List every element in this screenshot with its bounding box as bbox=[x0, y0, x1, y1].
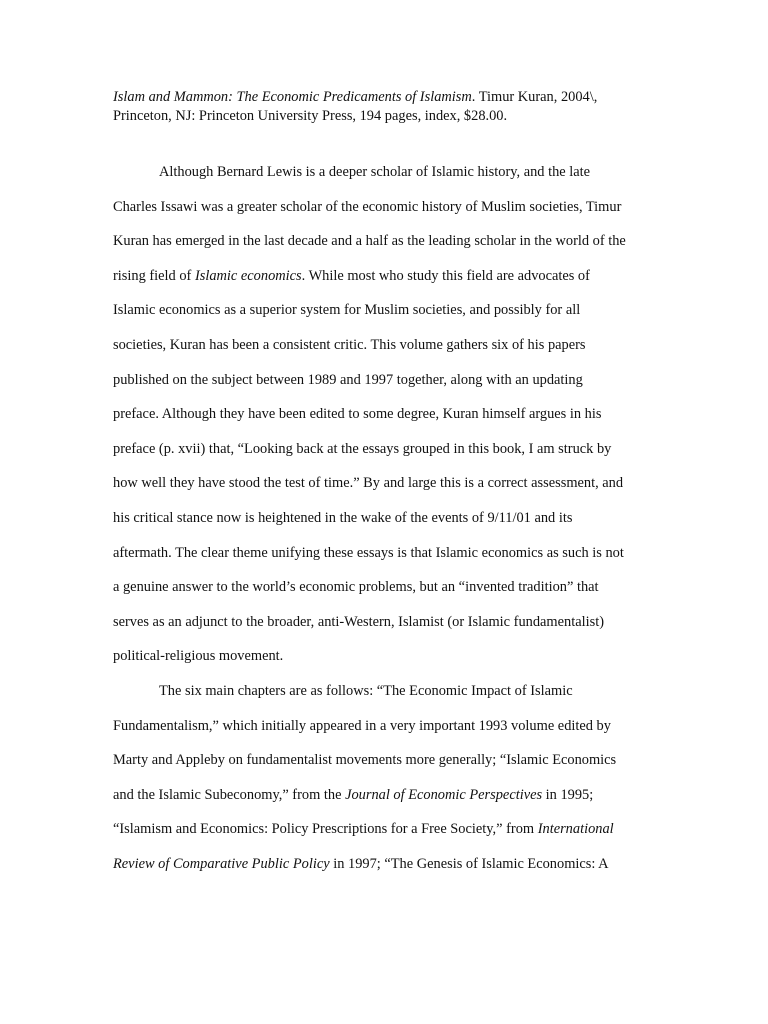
paragraph-2-line: Fundamentalism,” which initially appeared in a very important 1993 volume edited by bbox=[113, 717, 611, 734]
paragraph-1-line: Charles Issawi was a greater scholar of the economic history of Muslim societies, Timur bbox=[113, 198, 622, 215]
paragraph-1-line: Islamic economics as a superior system for Muslim societies, and possibly for all bbox=[113, 302, 581, 319]
paragraph-1-line: Although Bernard Lewis is a deeper scholar of Islamic history, and the late bbox=[159, 164, 591, 180]
paragraph-1-line: serves as an adjunct to the broader, anti-Western, Islamist (or Islamic fundamentalist) bbox=[113, 613, 604, 630]
text-run: . While most who study this field are advocates of bbox=[301, 267, 590, 284]
paragraph-2-line bbox=[113, 778, 673, 813]
review-body bbox=[113, 155, 673, 881]
text-run: and the Islamic Subeconomy,” from the bbox=[113, 786, 346, 803]
paragraph-2-line: The six main chapters are as follows: “The Economic Impact of Islamic bbox=[159, 682, 573, 699]
paragraph-1-line: a genuine answer to the world’s economic problems, but an “invented tradition” that bbox=[113, 579, 599, 596]
paragraph-1-line: aftermath. The clear theme unifying these essays is that Islamic economics as such is not bbox=[113, 544, 624, 561]
paragraph-1-line: his critical stance now is heightened in the wake of the events of 9/11/01 and its bbox=[113, 509, 573, 526]
paragraph-1-line: societies, Kuran has been a consistent critic. This volume gathers six of his papers bbox=[113, 336, 586, 353]
paragraph-1-line: political-religious movement. bbox=[113, 648, 284, 665]
paragraph-1-line: how well they have stood the test of time.” By and large this is a correct assessment, and bbox=[113, 475, 624, 492]
text-run: rising field of bbox=[113, 267, 195, 284]
paragraph-2-line bbox=[113, 812, 673, 847]
journal-title: Journal of Economic Perspectives bbox=[345, 786, 543, 803]
citation-line-1 bbox=[113, 88, 673, 107]
book-citation bbox=[113, 88, 673, 126]
paragraph-1-line bbox=[113, 259, 673, 294]
paragraph-1-line: preface (p. xvii) that, “Looking back at the essays grouped in this book, I am struck by bbox=[113, 440, 612, 457]
citation-line-2: Princeton, NJ: Princeton University Press, 194 pages, index, $28.00. bbox=[113, 108, 508, 124]
journal-title: Review of Comparative Public Policy bbox=[113, 855, 330, 872]
text-run: “Islamism and Economics: Policy Prescriptions for a Free Society,” from bbox=[113, 821, 538, 838]
paragraph-1-line: published on the subject between 1989 and 1997 together, along with an updating bbox=[113, 371, 583, 388]
italic-term: Islamic economics bbox=[194, 267, 302, 284]
paragraph-2-line bbox=[113, 847, 673, 882]
citation-author-year: . Timur Kuran, 2004\, bbox=[471, 89, 598, 105]
text-run: in 1997; “The Genesis of Islamic Economics: A bbox=[329, 855, 609, 872]
journal-title: International bbox=[537, 821, 614, 838]
book-title: Islam and Mammon: The Economic Predicaments of Islamism bbox=[113, 89, 472, 105]
text-run: in 1995; bbox=[542, 786, 594, 803]
paragraph-2-line: Marty and Appleby on fundamentalist movements more generally; “Islamic Economics bbox=[113, 752, 617, 769]
paragraph-1-line: preface. Although they have been edited to some degree, Kuran himself argues in his bbox=[113, 406, 602, 423]
paragraph-1-line: Kuran has emerged in the last decade and a half as the leading scholar in the world of the bbox=[113, 233, 626, 250]
